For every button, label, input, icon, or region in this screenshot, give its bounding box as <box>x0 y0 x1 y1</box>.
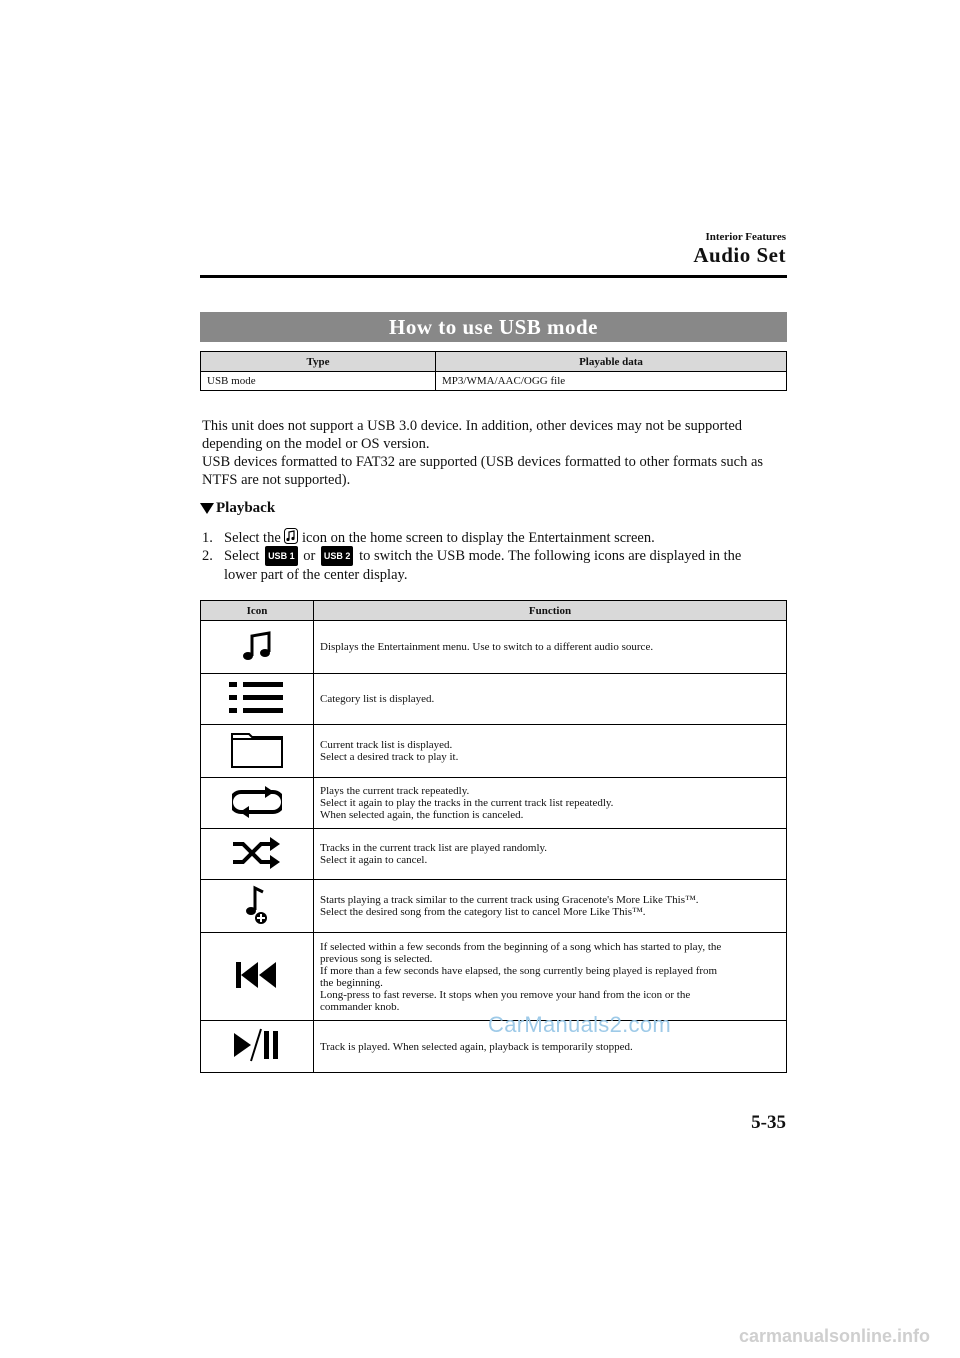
step-text: icon on the home screen to display the Entertainment screen. <box>302 530 655 546</box>
title-banner: How to use USB mode <box>200 312 787 342</box>
header-rule <box>200 275 787 278</box>
step-1 <box>202 528 787 547</box>
step-number: 2. <box>202 548 213 564</box>
table-row <box>201 621 787 674</box>
function-description: Plays the current track repeatedly. Select it again to play the tracks in the current track list repeatedly. When selected again, the function is canceled. <box>314 778 787 829</box>
playback-heading-text: Playback <box>216 500 276 516</box>
music-note-icon <box>237 626 277 666</box>
table-row <box>201 933 787 1021</box>
music-note-icon <box>284 528 298 544</box>
step-text: or <box>303 548 316 564</box>
step-number: 1. <box>202 530 213 546</box>
table-row <box>201 725 787 778</box>
type-table <box>200 351 787 391</box>
playable-data-cell: MP3/WMA/AAC/OGG file <box>436 372 787 391</box>
section-title: Audio Set <box>693 243 786 267</box>
function-description: Current track list is displayed. Select a desired track to play it. <box>314 725 787 778</box>
usb1-badge: USB 1 <box>265 546 298 566</box>
step-text: Select <box>224 548 260 564</box>
previous-track-icon <box>234 960 280 990</box>
paragraph-fat32: USB devices formatted to FAT32 are supported (USB devices formatted to other formats such as NTFS are not supported). <box>202 454 764 488</box>
folder-icon <box>229 730 285 770</box>
playable-data-header: Playable data <box>436 352 787 372</box>
table-row <box>201 674 787 725</box>
usb2-badge: USB 2 <box>321 546 354 566</box>
function-header: Function <box>314 601 787 621</box>
table-row <box>201 778 787 829</box>
type-cell: USB mode <box>201 372 436 391</box>
table-row <box>201 372 787 391</box>
page-number: 5-35 <box>751 1112 786 1133</box>
triangle-bullet-icon <box>200 503 214 514</box>
step-2 <box>202 546 787 584</box>
paragraph-usb-support: This unit does not support a USB 3.0 device. In addition, other devices may not be supported depending on the model or OS version. <box>202 418 743 452</box>
shuffle-icon <box>231 835 283 871</box>
step-text: Select the <box>224 530 281 546</box>
repeat-icon <box>232 784 282 820</box>
function-description: Category list is displayed. <box>314 674 787 725</box>
table-row <box>201 829 787 880</box>
watermark: CarManuals2.com <box>488 1012 672 1037</box>
function-description: If selected within a few seconds from the beginning of a song which has started to play, the previous song is selected. If more than a few seconds have elapsed, the song currently being played is replayed from the beginning. Long-press to fast reverse. It stops when you remove your hand from the icon or the commander knob. <box>314 933 787 1021</box>
function-description: Displays the Entertainment menu. Use to switch to a different audio source. <box>314 621 787 674</box>
icon-function-table <box>200 600 787 1073</box>
play-pause-icon <box>231 1027 283 1063</box>
step-text-continued: lower part of the center display. <box>224 567 408 583</box>
footer-url: carmanualsonline.info <box>738 1326 930 1346</box>
function-description: Starts playing a track similar to the current track using Gracenote's More Like This™. Select the desired song from the category list to cancel More Like This™. <box>314 880 787 933</box>
type-header: Type <box>201 352 436 372</box>
icon-header: Icon <box>201 601 314 621</box>
table-row <box>201 880 787 933</box>
step-text: to switch the USB mode. The following icons are displayed in the <box>359 548 742 564</box>
section-label: Interior Features <box>705 231 786 243</box>
function-description: Tracks in the current track list are played randomly. Select it again to cancel. <box>314 829 787 880</box>
function-description: Track is played. When selected again, playback is temporarily stopped. <box>314 1021 787 1073</box>
playback-heading <box>200 500 275 517</box>
category-list-icon <box>227 678 287 718</box>
more-like-this-icon <box>237 884 277 926</box>
